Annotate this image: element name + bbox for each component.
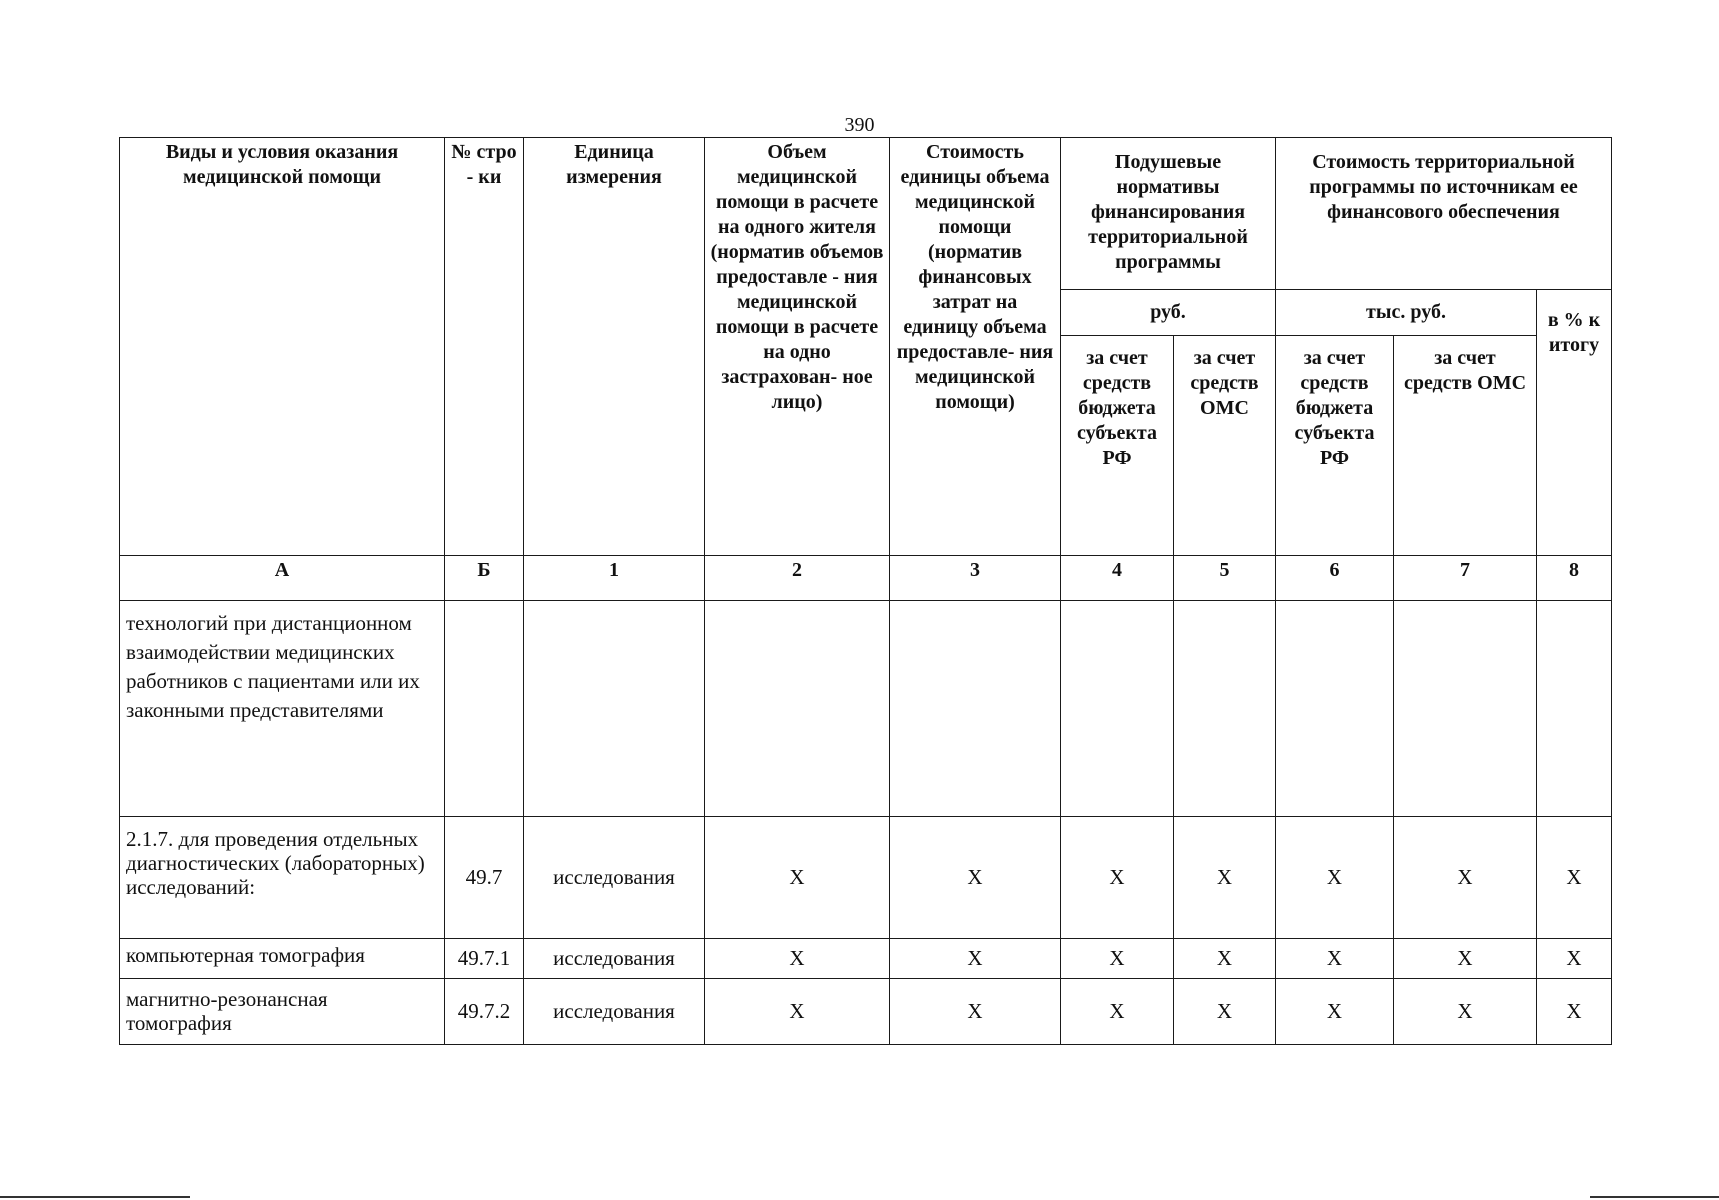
header-unit: Единица измерения (524, 138, 705, 556)
row-value: Х (1276, 979, 1394, 1045)
row-value: Х (1537, 817, 1612, 939)
row-value: Х (1061, 939, 1174, 979)
row-value (890, 601, 1061, 817)
column-number-1: 1 (524, 556, 705, 601)
row-value: Х (705, 817, 890, 939)
column-number-3: 3 (890, 556, 1061, 601)
header-cost-oms: за счет средств ОМС (1394, 336, 1537, 556)
header-cost-budget: за счет средств бюджета субъекта РФ (1276, 336, 1394, 556)
row-value: Х (890, 979, 1061, 1045)
row-value: Х (1174, 939, 1276, 979)
row-value (1394, 601, 1537, 817)
column-number-4: 4 (1061, 556, 1174, 601)
row-value (1174, 601, 1276, 817)
header-percapita-budget: за счет средств бюджета субъекта РФ (1061, 336, 1174, 556)
row-line-number: 49.7 (445, 817, 524, 939)
row-label: магнитно-резонансная томография (120, 979, 445, 1045)
table-row (120, 817, 1612, 939)
row-value: Х (705, 939, 890, 979)
row-unit (524, 601, 705, 817)
column-number-5: 5 (1174, 556, 1276, 601)
column-number-a: А (120, 556, 445, 601)
row-value (1537, 601, 1612, 817)
row-value: Х (1394, 939, 1537, 979)
row-value: Х (1394, 979, 1537, 1045)
row-unit: исследования (524, 939, 705, 979)
column-number-2: 2 (705, 556, 890, 601)
row-value (705, 601, 890, 817)
row-line-number: 49.7.2 (445, 979, 524, 1045)
row-value: Х (890, 939, 1061, 979)
row-value: Х (1174, 979, 1276, 1045)
table-row (120, 939, 1612, 979)
row-line-number: 49.7.1 (445, 939, 524, 979)
row-label: технологий при дистанционном взаимодействии медицинских работников с пациентами или их законными представителями (120, 601, 445, 817)
scan-edge-right (1590, 1196, 1719, 1198)
row-unit: исследования (524, 979, 705, 1045)
column-number-8: 8 (1537, 556, 1612, 601)
row-value: Х (705, 979, 890, 1045)
header-percapita-group: Подушевые нормативы финансирования территориальной программы (1061, 138, 1276, 290)
row-value: Х (1061, 979, 1174, 1045)
header-percapita-oms: за счет средств ОМС (1174, 336, 1276, 556)
table-row (120, 979, 1612, 1045)
header-percent-of-total: в % к итогу (1537, 290, 1612, 556)
row-value: Х (1276, 817, 1394, 939)
column-number-b: Б (445, 556, 524, 601)
financing-table (119, 137, 1612, 1045)
scan-edge-left (0, 1196, 190, 1198)
header-thousand-rub: тыс. руб. (1276, 290, 1537, 336)
header-rub: руб. (1061, 290, 1276, 336)
row-value (1061, 601, 1174, 817)
column-number-6: 6 (1276, 556, 1394, 601)
row-value: Х (1174, 817, 1276, 939)
page-number: 390 (844, 114, 875, 136)
table-row (120, 601, 1612, 817)
row-value: Х (1537, 979, 1612, 1045)
header-care-types: Виды и условия оказания медицинской помощи (120, 138, 445, 556)
row-value: Х (890, 817, 1061, 939)
header-line-number: № стро - ки (445, 138, 524, 556)
row-value: Х (1276, 939, 1394, 979)
row-value (1276, 601, 1394, 817)
row-unit: исследования (524, 817, 705, 939)
header-volume: Объем медицинской помощи в расчете на одного жителя (норматив объемов предоставле - ния медицинской помощи в расчете на одно застрахован- ное лицо) (705, 138, 890, 556)
row-label: 2.1.7. для проведения отдельных диагностических (лабораторных) исследований: (120, 817, 445, 939)
row-value: Х (1061, 817, 1174, 939)
row-value: Х (1537, 939, 1612, 979)
row-line-number (445, 601, 524, 817)
row-label: компьютерная томография (120, 939, 445, 979)
header-unit-cost: Стоимость единицы объема медицинской помощи (норматив финансовых затрат на единицу объема предоставле- ния медицинской помощи) (890, 138, 1061, 556)
column-number-7: 7 (1394, 556, 1537, 601)
header-program-cost-group: Стоимость территориальной программы по источникам ее финансового обеспечения (1276, 138, 1612, 290)
row-value: Х (1394, 817, 1537, 939)
